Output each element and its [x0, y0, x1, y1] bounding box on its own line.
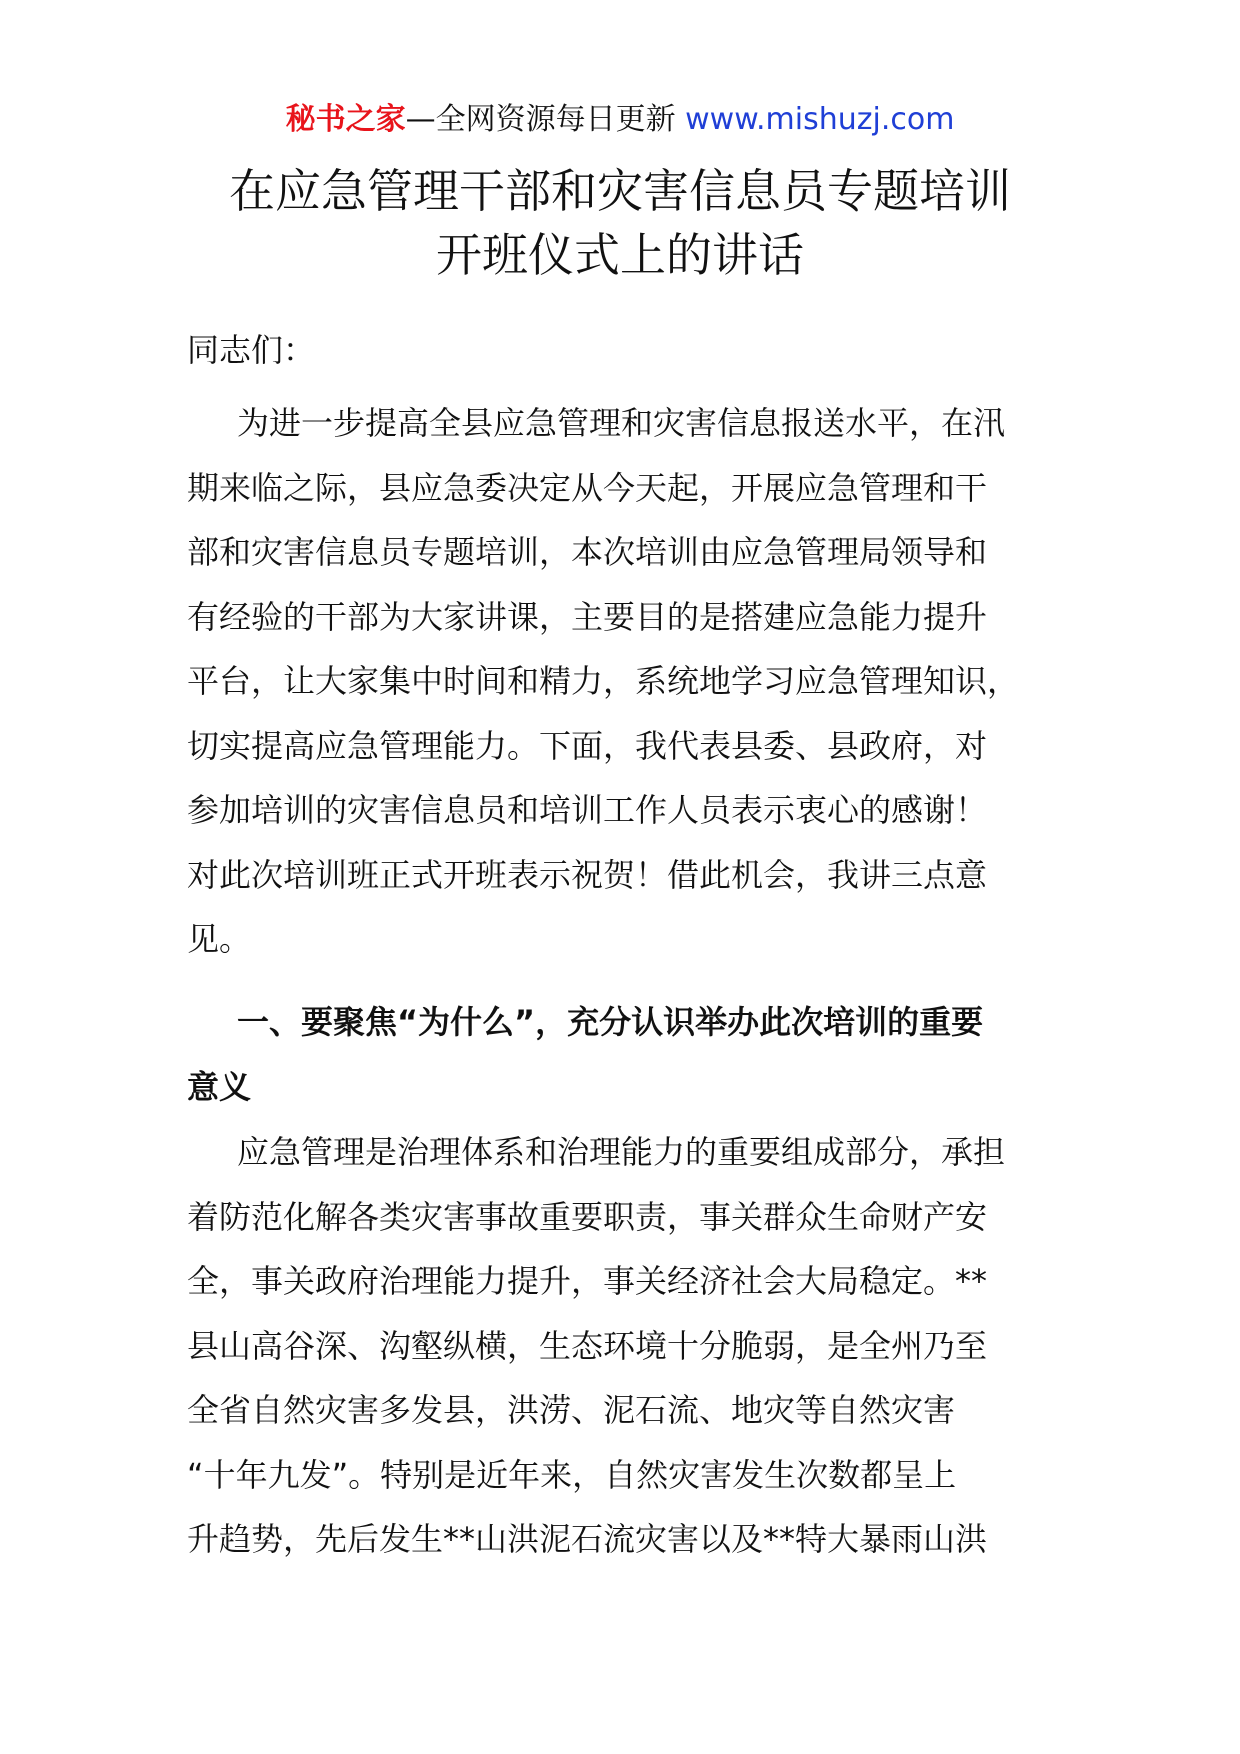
- paragraph-line: 期来临之际，县应急委决定从今天起，开展应急管理和干: [187, 468, 988, 507]
- paragraph-line: 见。: [187, 920, 252, 958]
- section-heading-1: [187, 990, 1047, 1119]
- paragraph-line: 参加培训的灾害信息员和培训工作人员表示衷心的感谢！: [187, 791, 988, 829]
- paragraph-line: 部和灾害信息员专题培训，本次培训由应急管理局领导和: [187, 533, 988, 571]
- site-url-link[interactable]: www.mishuzj.com: [685, 102, 955, 137]
- paragraph-line: 对此次培训班正式开班表示祝贺！借此机会，我讲三点意: [187, 855, 988, 894]
- heading-line: 意义: [187, 1067, 252, 1106]
- document-title-line-1: 在应急管理干部和灾害信息员专题培训: [229, 164, 1011, 218]
- paragraph-line: “十年九发”。特别是近年来，自然灾害发生次数都呈上: [187, 1455, 957, 1494]
- paragraph-intro: [187, 391, 1047, 972]
- paragraph-section-1: [187, 1120, 1047, 1572]
- paragraph-line: 切实提高应急管理能力。下面，我代表县委、县政府，对: [187, 726, 988, 765]
- paragraph-line: 应急管理是治理体系和治理能力的重要组成部分，承担: [237, 1133, 1006, 1171]
- paragraph-line: 全省自然灾害多发县，洪涝、泥石流、地灾等自然灾害: [187, 1391, 956, 1429]
- document-title-line-2: 开班仪式上的讲话: [436, 228, 804, 282]
- greeting: 同志们：: [187, 331, 316, 369]
- site-brand: 秘书之家: [285, 102, 406, 137]
- heading-line: 一、要聚焦“为什么”，充分认识举办此次培训的重要: [237, 1003, 984, 1041]
- paragraph-line: 升趋势，先后发生**山洪泥石流灾害以及**特大暴雨山洪: [187, 1520, 988, 1558]
- paragraph-line: 县山高谷深、沟壑纵横，生态环境十分脆弱，是全州乃至: [187, 1326, 988, 1365]
- paragraph-line: 有经验的干部为大家讲课，主要目的是搭建应急能力提升: [187, 597, 988, 636]
- paragraph-line: 为进一步提高全县应急管理和灾害信息报送水平，在汛: [237, 404, 1006, 442]
- paragraph-line: 全，事关政府治理能力提升，事关经济社会大局稳定。**: [187, 1262, 988, 1300]
- site-header: [0, 100, 1240, 140]
- paragraph-line: 平台，让大家集中时间和精力，系统地学习应急管理知识，: [187, 662, 1020, 700]
- site-slogan: —全网资源每日更新: [405, 102, 676, 137]
- paragraph-line: 着防范化解各类灾害事故重要职责，事关群众生命财产安: [187, 1197, 988, 1236]
